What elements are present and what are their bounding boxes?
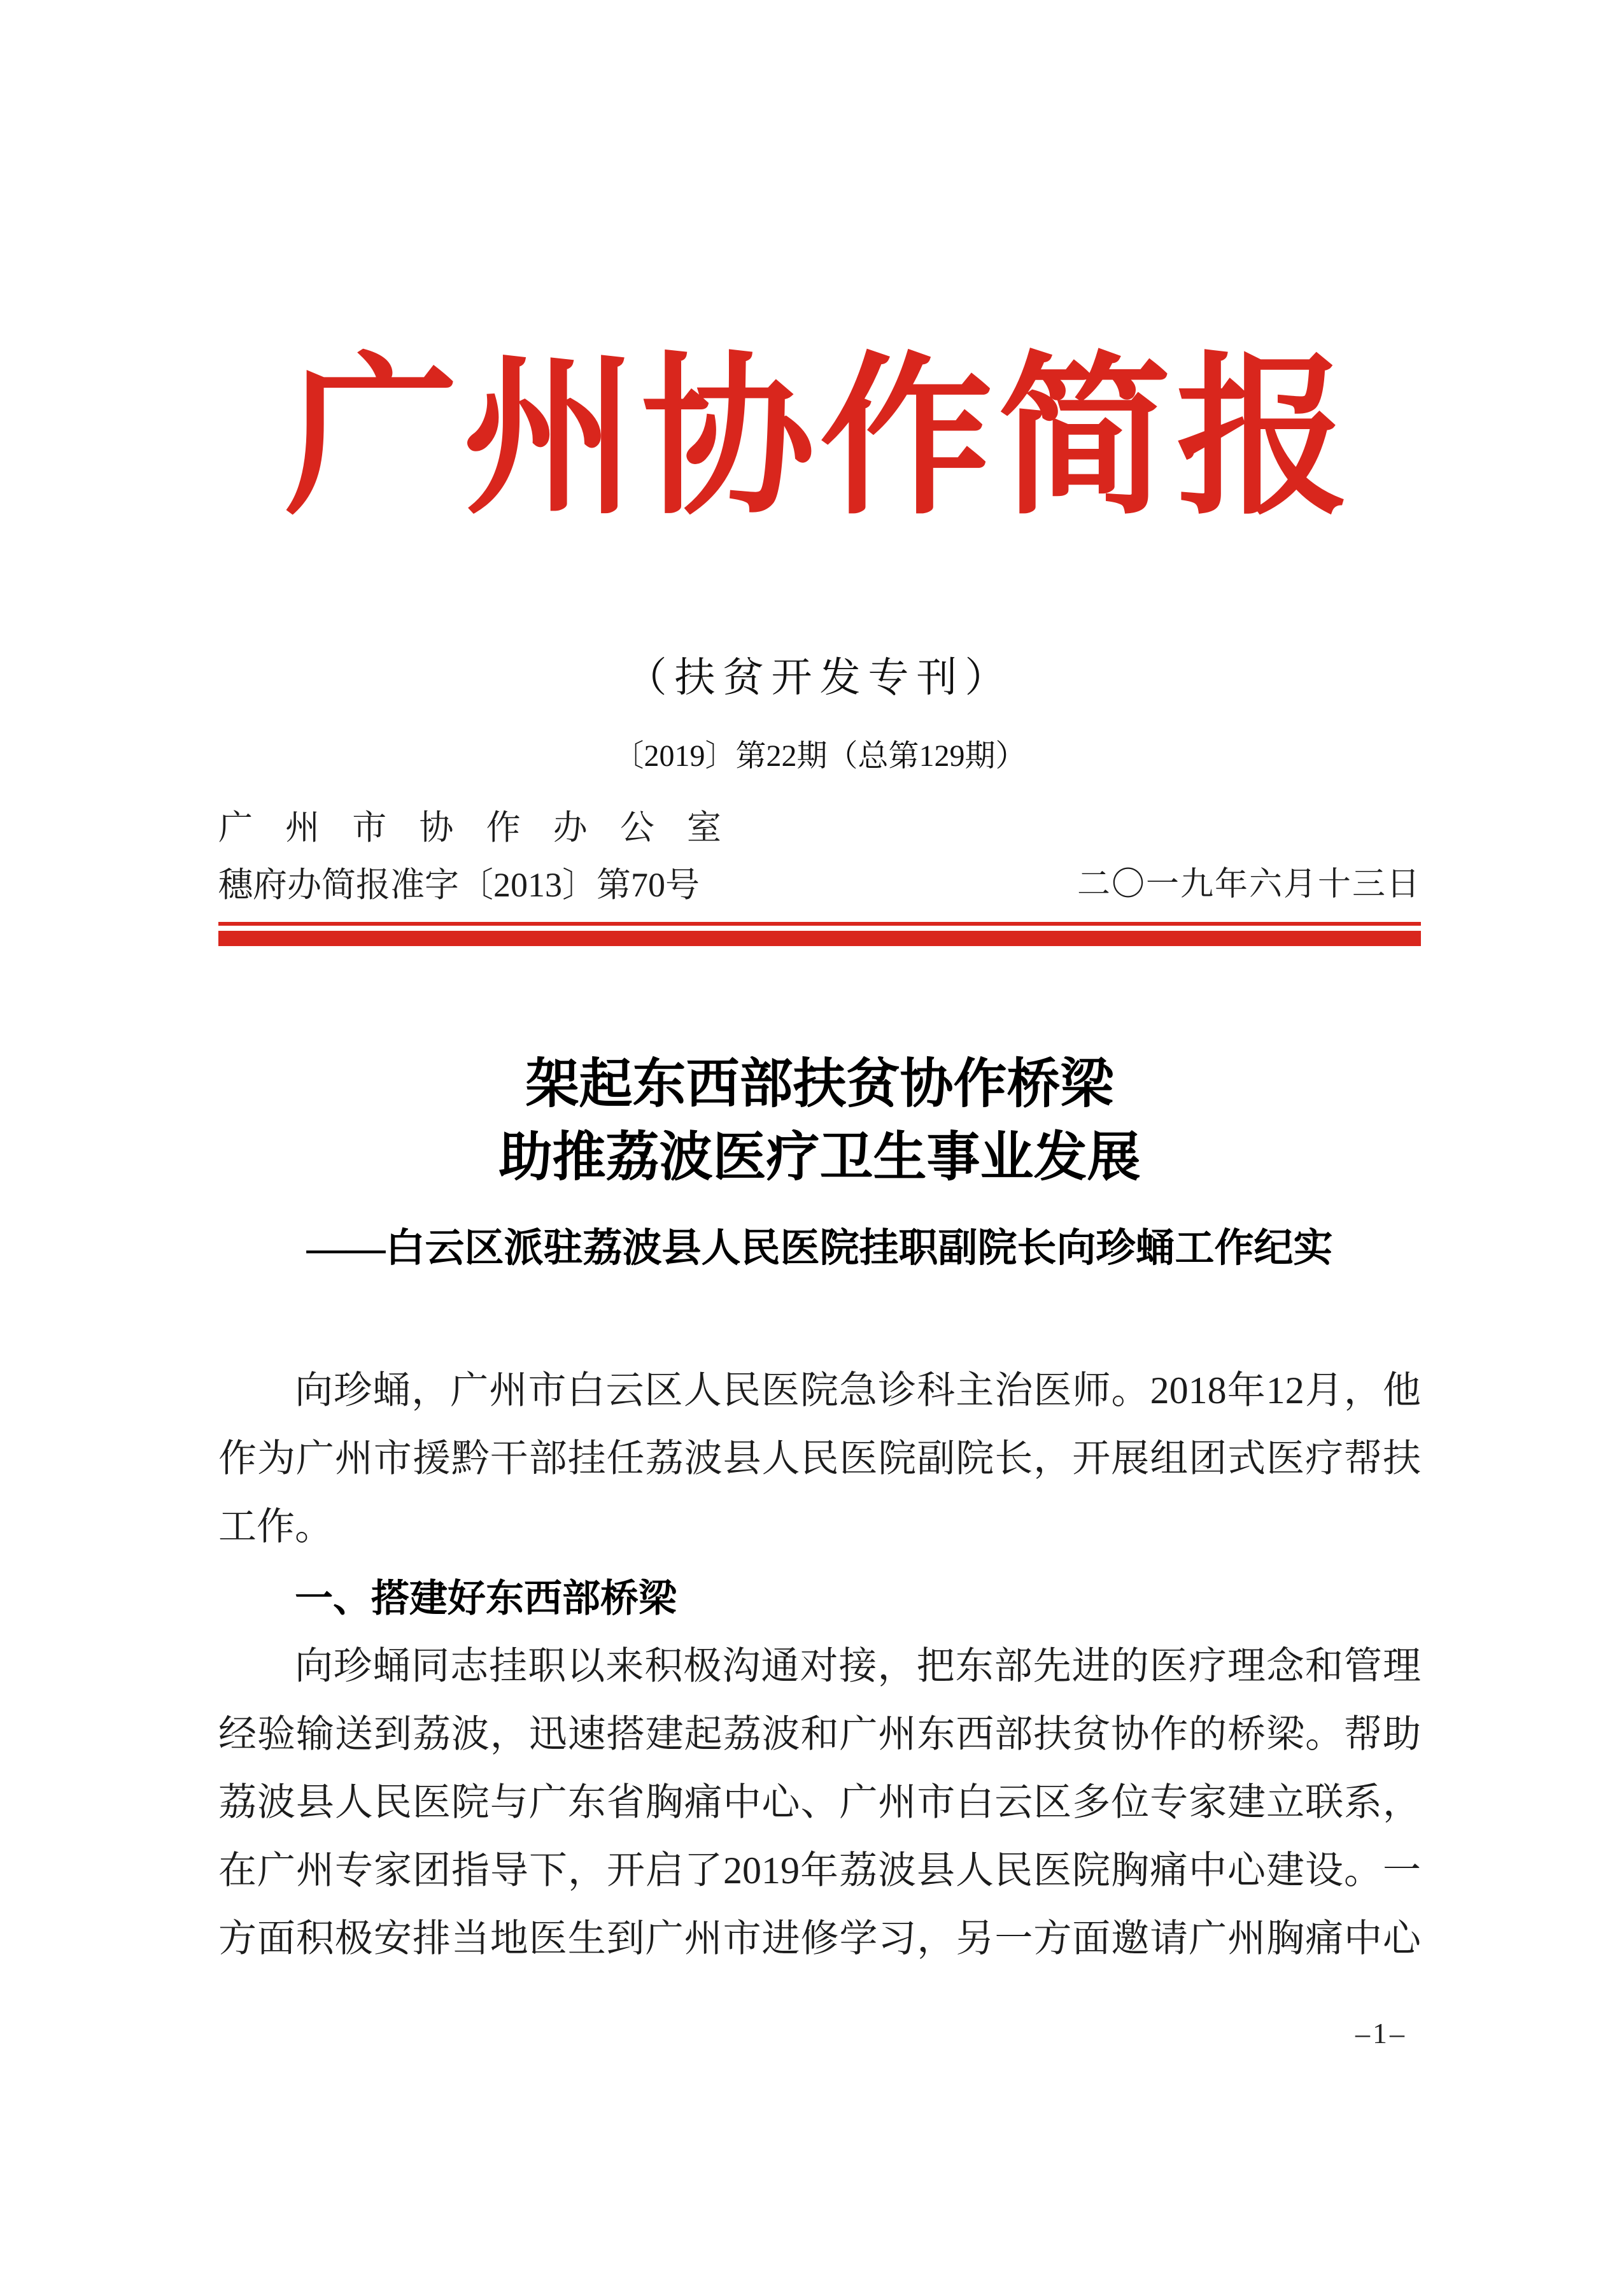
article	[218, 1048, 1421, 1973]
issue-number-line: 〔2019〕第22期（总第129期）	[613, 739, 1026, 773]
masthead	[218, 344, 1421, 946]
issuing-org-name: 广州市协作办公室	[218, 809, 721, 847]
paragraph-2-line-4: 在广州专家团指导下，开启了2019年荔波县人民医院胸痛中心建设。一	[218, 1850, 1421, 1892]
paragraph-1	[218, 1357, 1421, 1561]
masthead-title: 广州协作简报	[285, 343, 1355, 535]
article-subtitle: ——白云区派驻荔波县人民医院挂职副院长向珍蛹工作纪实	[306, 1227, 1333, 1270]
article-body	[218, 1357, 1421, 1973]
page-number: –1–	[1355, 2017, 1407, 2049]
masthead-meta-row	[218, 807, 1421, 906]
article-title-line1: 架起东西部扶贫协作桥梁	[525, 1055, 1114, 1114]
paragraph-2	[218, 1632, 1421, 1973]
issue-date: 二〇一九年六月十三日	[1077, 867, 1421, 903]
page-content	[0, 344, 1624, 1973]
paragraph-1-line-3: 工作。	[218, 1506, 333, 1548]
article-title	[218, 1048, 1421, 1194]
paragraph-2-line-2: 经验输送到荔波，迅速搭建起荔波和广州东西部扶贫协作的桥梁。帮助	[218, 1713, 1421, 1755]
red-separator-gap	[218, 926, 1421, 931]
paragraph-1-line-2: 作为广州市援黔干部挂任荔波县人民医院副院长，开展组团式医疗帮扶	[218, 1438, 1421, 1480]
red-separator-thick-line	[218, 931, 1421, 946]
doc-approval-number: 穗府办简报准字〔2013〕第70号	[218, 866, 700, 904]
paragraph-1-line-1: 向珍蛹，广州市白云区人民医院急诊科主治医师。2018年12月，他	[295, 1369, 1421, 1411]
red-separator	[218, 922, 1421, 946]
section-heading-1: 一、搭建好东西部桥梁	[295, 1577, 677, 1620]
paragraph-2-line-5: 方面积极安排当地医生到广州市进修学习，另一方面邀请广州胸痛中心	[218, 1918, 1421, 1960]
special-issue-subtitle: （扶贫开发专刊）	[626, 655, 1013, 700]
paragraph-2-line-3: 荔波县人民医院与广东省胸痛中心、广州市白云区多位专家建立联系，	[218, 1781, 1421, 1823]
article-title-line2: 助推荔波医疗卫生事业发展	[498, 1128, 1141, 1187]
paragraph-2-line-1: 向珍蛹同志挂职以来积极沟通对接，把东部先进的医疗理念和管理	[295, 1645, 1421, 1687]
masthead-meta-left	[218, 807, 721, 906]
